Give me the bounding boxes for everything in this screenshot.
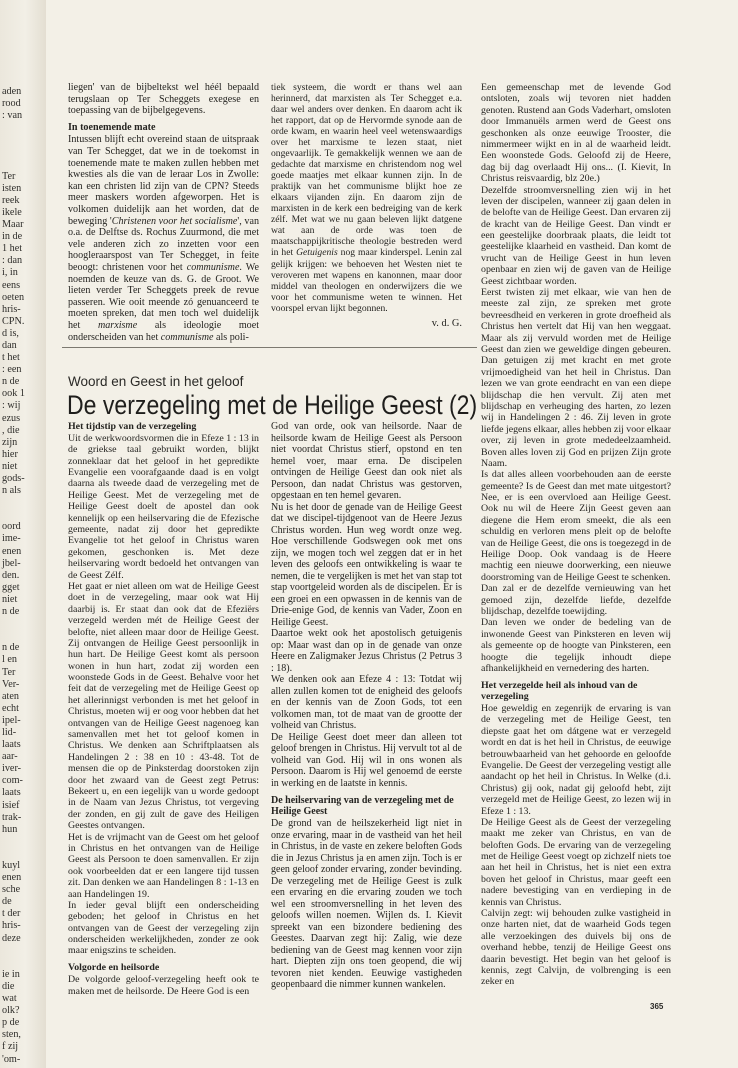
margin-fragment: oeten bbox=[2, 291, 25, 303]
italic-text-run: communisme bbox=[186, 261, 240, 273]
margin-fragment bbox=[2, 134, 44, 146]
margin-fragment: den. bbox=[2, 569, 20, 581]
margin-fragment: hris- bbox=[2, 920, 21, 932]
section-divider bbox=[62, 347, 477, 348]
margin-fragment: zijn bbox=[2, 436, 18, 448]
paragraph: Calvijn zegt: wij behouden zulke vastigheid in onze harten niet, dat de waarheid Gods tegen alle verzoekingen des duivels bij ons de overhand hebbe, tenzij de Heilige Geest ons daarin bevestigt. Het begin van het geloof is kennis, zegt Calvijn, de volbrenging is een zeker en bbox=[481, 908, 671, 988]
column-right bbox=[481, 82, 671, 1000]
margin-fragment: ezus bbox=[2, 412, 21, 424]
margin-fragment: gget bbox=[2, 581, 20, 593]
paragraph bbox=[68, 134, 259, 343]
paragraph: Is dat alles alleen voorbehouden aan de eerste gemeente? Is de Geest dan met mate uitgestort? Nee, er is een overvloed aan Heilige Geest. Ook nu wil de Heere Zijn Geest geven aan diegene die Hem erom smeekt, die als een schuldig en verloren mens pleit op de belofte van de Heilige Geest, die ons is toegezegd in de Heilige Doop. Ook vandaag is de Heere machtig een nieuwe doorwerking, een nieuwe doorstroming van de Heilige Geest te schenken. bbox=[481, 469, 671, 583]
text-run: ', van o.a. de Delftse ds. Rochus Zuurmond, die met vele anderen zich zo inzetten voor een hoogleraarspost van Ter Schegget, in feite beoogt: christenen voor het bbox=[68, 215, 259, 273]
margin-fragment: p de bbox=[2, 1017, 20, 1029]
margin-fragment: laats bbox=[2, 787, 21, 799]
paragraph: Uit de werkwoordsvormen die in Efeze 1 : 13 in de griekse taal gebruikt worden, blijkt zonneklaar dat het geloof in het gepredikte Evangelie een voorafgaande daad is en volgt daarna als tweede daad de verzegeling met de Heilige Geest. Met de verzegeling met de Heilige Geest doelt de apostel dan ook kennelijk op een heilservaring die de Efezische gemeente, nadat zij door het gepredikte Evangelie tot het geloof in Christus waren gekomen, geschonken is. Met deze heilservaring wordt bedoeld het ontvangen van de Geest Zélf. bbox=[68, 432, 259, 581]
margin-fragment: deze bbox=[2, 932, 21, 944]
paragraph: De Heilige Geest doet meer dan alleen tot geloof brengen in Christus. Hij vervult tot al de volheid van God. Hij wil in ons wonen als Persoon. Daarom is Hij wel genoemd de eerste in werking en de laatste in kennis. bbox=[271, 731, 462, 789]
margin-fragment: Ver- bbox=[2, 678, 20, 690]
margin-fragment: lid- bbox=[2, 726, 17, 738]
margin-fragment bbox=[2, 848, 44, 860]
section-heading: De heilservaring van de verzegeling met de Heilige Geest bbox=[271, 794, 454, 817]
section-heading: Het tijdstip van de verzegeling bbox=[68, 421, 197, 432]
margin-fragment bbox=[2, 630, 44, 642]
margin-fragment bbox=[2, 122, 44, 134]
margin-fragment: com- bbox=[2, 775, 23, 787]
margin-fragment bbox=[2, 618, 44, 630]
paragraph: liegen' van de bijbeltekst wel héél bepaald terugslaan op Ter Scheggets exegese en toepassing van de bijbelgegevens. bbox=[68, 82, 259, 117]
paragraph: Het gaat er niet alleen om wat de Heilige Geest doet in de verzegeling, maar ook wat Hij daarbij is. Er staat dan ook dat de Efeziërs verzegeld werden mét de Heilige Geest der belofte, niet alleen maar door de Heilige Geest. Zij ontvangen de Heilige Geest persoonlijk in hun hart. De Heilige Geest komt als persoon wonen in hun hart, zodat zij worden een woonstede Gods in de Geest. Behalve voor het feit dat de verzegeling met de Heilige Geest op het allerinnigst verbonden is met het geloof in Christus, moeten wij er oog voor hebben dat het ontvangen van de Heilige Geest nagenoeg kan samenvallen met het tot geloof komen in Christus. We denken aan Schriftplaatsen als Handelingen 2 : 38 en 10 : 43-48. Tot de mensen die op de Pinksterdag doorstoken zijn door het zwaard van de Geest zegt Petrus: Bekeert u, en een iegelijk van u worde gedoopt in de Naam van Jezus Christus, tot vergeving der zonden, en gij zult de gave des Heiligen Geestes ontvangen. bbox=[68, 580, 259, 832]
margin-fragment: : wij bbox=[2, 400, 21, 412]
margin-fragment: rood bbox=[2, 98, 21, 110]
paragraph: We denken ook aan Efeze 4 : 13: Totdat wij allen zullen komen tot de enigheid des geloofs en der kennis van de Zoon Gods, tot een volkomen man, tot de maat van de grootte der volheid van Christus. bbox=[271, 674, 462, 731]
margin-fragment: f zij bbox=[2, 1041, 19, 1053]
margin-fragment: in de bbox=[2, 231, 23, 243]
margin-fragment: eens bbox=[2, 279, 21, 291]
page-number: 365 bbox=[650, 1002, 664, 1011]
margin-fragment: Ter bbox=[2, 170, 16, 182]
margin-fragment: echt bbox=[2, 702, 19, 714]
margin-fragment bbox=[2, 146, 44, 158]
margin-fragment: laats bbox=[2, 739, 21, 751]
margin-fragment: 'om- bbox=[2, 1053, 21, 1065]
text-run: als ideologie moet onderscheiden van het bbox=[68, 319, 259, 343]
margin-fragment: enen bbox=[2, 872, 22, 884]
margin-fragment: de bbox=[2, 896, 12, 908]
margin-fragment: Maar bbox=[2, 219, 24, 231]
margin-fragment: sten, bbox=[2, 1029, 21, 1041]
column-article-left bbox=[68, 421, 259, 1001]
margin-fragment: ikele bbox=[2, 206, 22, 218]
paragraph: De grond van de heilszekerheid ligt niet in onze ervaring, maar in de vastheid van het heil in Christus, in de vaste en zekere beloften Gods die in Jezus Christus ja en amen zijn. Toch is er geen geloof zonder ervaring, zonder bevinding. De verzegeling met de Heilige Geest is zulk een ervaring en die ervaring zouden we toch wel een stroomversnelling in het leven des geloofs willen noemen. Wijlen ds. I. Kievit spreekt van een bizondere bediening des Geestes. Daarvan zegt hij: Zalig, wie deze bediening van de Geest mag kennen voor zijn hart. Diepten zijn ons toen geopend, die wij tevoren niet kenden. Eeuwige vastigheden geopenbaard die nimmer kunnen wankelen. bbox=[271, 818, 462, 990]
margin-fragment: reek bbox=[2, 194, 20, 206]
margin-fragment: n de bbox=[2, 642, 20, 654]
margin-fragment: t der bbox=[2, 908, 21, 920]
paragraph: Eerst twisten zij met elkaar, wie van hen de meeste zal zijn, ze spreken met grote bevreesdheid en verkeren in grote droefheid als Christus hen vertelt dat Hij van hen weggaat. Maar als zij vervuld worden met de Heilige Geest dan zien we geweldige dingen gebeuren. Dan getuigen zij met kracht en met grote vrijmoedigheid van het heil in Christus. Dan lezen we van grote eendracht en van een diepe blijdschap die hen vervult. Zij aten met blijdschap en verheuging des harten, zo lezen wij in Handelingen 2 : 46. Zij leven in grote liefde jegens elkaar, alles hebben zij voor elkaar over, zij leven in grote mededeelzaamheid. Boven alles loven zij God en prijzen Zijn grote Naam. bbox=[481, 287, 671, 469]
paragraph: Hoe geweldig en zegenrijk de ervaring is van de verzegeling met de Heilige Geest, ten diepste gaat het om dátgene wat er verzegeld wordt en dat is het heil in Christus, de eeuwige betrouwbaarheid van het gehoorde en geloofde Evangelie. De Geest der verzegeling vestigt alle aandacht op het heil in Christus. In Welke (d.i. Christus) gij ook, nadat gij geloofd hebt, zijt verzegeld met de Heilige Geest, zo lezen wij in Efeze 1 : 13. bbox=[481, 703, 672, 817]
text-run: als poli- bbox=[213, 331, 249, 343]
margin-fragment: ook 1 bbox=[2, 388, 25, 400]
margin-fragment: n de bbox=[2, 376, 20, 388]
paragraph: Dan leven we onder de bedeling van de inwonende Geest van Pinksteren en leven wij als gemeente op de hoogte van Pinksteren, een hoogte die tegelijk inhoudt diepe afhankelijkheid en vernedering des harten. bbox=[481, 617, 671, 674]
column-article-middle bbox=[271, 421, 462, 1001]
paragraph: De volgorde geloof-verzegeling heeft ook te maken met de heilsorde. De Heere God is een bbox=[68, 974, 259, 997]
text-run: tiek systeem, die wordt er thans wel aan herinnerd, dat marxisten als Ter Schegget e.a. daar wel anders over denken. En daarom acht ik het rapport, dat op de Hervormde synode aan de orde kwam, en waarin heel veel wetenswaardigs over het marxisme te lezen staat, niet ongevaarlijk. Te gemakkelijk wennen we aan de gedachte dat marxisme en christendom nog wel goede maatjes met elkaar kunnen zijn. In de praktijk van het communisme blijkt hoe ze elkaars vijanden zijn. En daarom zijn de marxisten in de kerk een bedreiging van de kerk zélf. Met wat we nu gaan beleven lijkt datgene wat aan de orde was toen de maatschappijkritische theologie bestreden werd in het bbox=[271, 82, 462, 259]
margin-fragment: niet bbox=[2, 593, 18, 605]
margin-fragment: gods- bbox=[2, 473, 25, 484]
margin-fragment bbox=[2, 945, 44, 957]
paragraph: Nu is het door de genade van de Heilige Geest dat we discipel-tijdgenoot van de Heere Jezus Christus worden. Hun weg wordt onze weg. Hoe verschillende Godswegen ook met ons zijn, we mogen toch wel zeggen dat er in het leven des geloofs een ontwikkeling is waar te nemen, die te vergelijken is met het van stap tot stap voortgeleid worden als de discipelen. Er is een groei en een opwassen in de kennis van de Drie-enige God, de kennis van Vader, Zoon en Heilige Geest. bbox=[271, 501, 462, 628]
margin-fragment: n de bbox=[2, 606, 20, 618]
margin-fragment: aten bbox=[2, 690, 19, 702]
italic-text-run: marxisme bbox=[97, 319, 138, 331]
margin-fragment bbox=[2, 836, 44, 848]
margin-fragment: isten bbox=[2, 182, 22, 194]
margin-fragment: CPN. bbox=[2, 315, 25, 327]
margin-fragment bbox=[2, 497, 44, 509]
margin-fragment: jbel- bbox=[2, 557, 21, 569]
italic-text-run: communisme bbox=[160, 331, 214, 343]
margin-fragment: enen bbox=[2, 545, 22, 557]
margin-fragment: aar- bbox=[2, 751, 18, 763]
paragraph: Daartoe wekt ook het apostolisch getuigenis op: Maar wast dan op in de genade van onze Heere en Zaligmaker Jezus Christus (2 Petrus 3 : 18). bbox=[271, 628, 462, 674]
margin-fragment: trak- bbox=[2, 811, 22, 823]
italic-text-run: Christenen voor het socialisme bbox=[111, 215, 238, 227]
margin-fragment: l en bbox=[2, 654, 17, 666]
paragraph: Dan zal er de dezelfde vernieuwing van het gemoed zijn, dezelfde liefde, dezelfde blijdschap, dezelfde toewijding. bbox=[481, 583, 671, 617]
column-top-middle bbox=[271, 82, 462, 314]
margin-fragment: i, in bbox=[2, 267, 18, 279]
margin-fragment: n als bbox=[2, 485, 21, 497]
margin-fragment bbox=[2, 159, 44, 171]
margin-fragment: : een bbox=[2, 364, 22, 376]
section-heading: In toenemende mate bbox=[68, 122, 156, 134]
paragraph: Een gemeenschap met de levende God ontsloten, zoals wij tevoren niet hadden genoten. Rustend aan Gods Vaderhart, omsloten door Immanuëls armen werd de Geest ons geschonken als onze eeuwige Trooster, die nimmermeer wijkt en in al de waarheid leidt. Een woonstede Gods. Geloofd zij de Heere, dag bij dag overlaadt Hij ons... (I. Kievit, In Christus reisvaardig, blz 20e.) bbox=[481, 82, 671, 185]
margin-fragment: hier bbox=[2, 448, 18, 460]
paragraph: Dezelfde stroomversnelling zien wij in het leven der discipelen, wanneer zij gaan delen in de belofte van de Heilige Geest. Dan ervaren zij de kracht van de Heilige Geest. Dan vindt er een geestelijke doorbraak plaats, die leidt tot geestelijke klaarheid en vastheid. Dan komt de vrucht van de Heilige Geest in hun leven openbaar en zien wij de gaven van de Heilige Geest zichtbaar worden. bbox=[481, 184, 672, 287]
paragraph: In ieder geval blijft een onderscheiding geboden; het geloof in Christus en het ontvangen van de Geest der verzegeling zijn onderscheiden werkelijkheden, zonder ze ook maar enigszins te scheiden. bbox=[68, 899, 259, 957]
paragraph: God van orde, ook van heilsorde. Naar de heilsorde kwam de Heilige Geest als Persoon niet voordat Christus stierf, opstond en ten hemel voer, maar erna. De discipelen ontvingen de Heilige Geest dan ook niet als Persoon, dan nadat Christus was gestorven, opgestaan en ten hemel gevaren. bbox=[271, 421, 462, 501]
margin-fragment: aden bbox=[2, 86, 22, 97]
margin-fragment: ie in bbox=[2, 968, 20, 980]
margin-fragment: sche bbox=[2, 884, 21, 896]
paragraph bbox=[271, 82, 462, 314]
column-top-left bbox=[68, 82, 259, 344]
margin-fragment: hris- bbox=[2, 303, 21, 315]
margin-fragment: d is, bbox=[2, 327, 19, 339]
margin-fragment: wat bbox=[2, 993, 17, 1005]
margin-fragment: : van bbox=[2, 110, 23, 122]
italic-text-run: Getuigenis bbox=[296, 247, 338, 259]
margin-fragment: olk? bbox=[2, 1005, 20, 1017]
paragraph: De Heilige Geest als de Geest der verzegeling maakt me zeker van Christus, en van de beloften Gods. De ervaring van de verzegeling met de Heilige Geest voegt op zichzelf niets toe aan het heil in Christus, het is niet een extra boven het geloof in Christus, maar geeft een nadere bevestiging van en verdieping in de kennis van Christus. bbox=[481, 816, 671, 908]
paragraph: Het is de vrijmacht van de Geest om het geloof in Christus en het ontvangen van de Heilige Geest als Persoon te doen samenvallen. Er zijn ook voorbeelden dat er een langere tijd tussen zit. Dan denken we aan Handelingen 8 : 1-13 en aan Handelingen 19. bbox=[68, 831, 259, 900]
margin-fragment bbox=[2, 509, 44, 521]
margin-fragment: niet bbox=[2, 460, 18, 472]
margin-fragment bbox=[2, 957, 44, 969]
margin-fragment: hun bbox=[2, 823, 18, 835]
text-run: . We noemden de keuze van ds. G. de Groot. We lieten verder Ter Scheggets preek de revue passeren. Wie ooit meende zó genuanceerd te moeten spreken, dat men toch wel duidelijk het bbox=[68, 261, 259, 331]
margin-fragment: kuyl bbox=[2, 860, 21, 871]
author-signature: v. d. G. bbox=[431, 318, 462, 329]
series-title: Woord en Geest in het geloof bbox=[68, 374, 244, 389]
margin-fragment: dan bbox=[2, 339, 17, 351]
section-heading: Het verzegelde heil als inhoud van de verzegeling bbox=[481, 679, 638, 703]
margin-fragment: isief bbox=[2, 799, 20, 811]
margin-fragment: ime- bbox=[2, 533, 21, 545]
margin-fragment: ipel- bbox=[2, 714, 21, 726]
article-title: De verzegeling met de Heilige Geest (2) bbox=[67, 390, 478, 420]
text-run: Intussen blijft echt overeind staan de uitspraak van Ter Schegget, dat we in de toekomst in toenemende mate te maken zullen hebben met kwesties als die van de leraar Los in Zwolle: kan een christen lid zijn van de CPN? Steeds meer maskers worden afgeworpen. Het is volkomen duidelijk aan het worden, dat de beweging ' bbox=[68, 134, 259, 227]
text-run: nog maar kinderspel. Lenin zal gelijk krijgen: we behoeven het Westen niet te veroveren met wapens en kanonnen, maar door middel van theologen en onderwijzers die we voor het communisme weten te winnen. Het voorspel ervan lijkt begonnen. bbox=[271, 247, 462, 314]
margin-fragment: oord bbox=[2, 521, 21, 533]
margin-fragment: 1 het bbox=[2, 243, 23, 255]
margin-fragment: die bbox=[2, 980, 15, 992]
section-heading: Volgorde en heilsorde bbox=[68, 962, 160, 974]
margin-fragment: , die bbox=[2, 424, 20, 436]
margin-fragment: iver- bbox=[2, 763, 22, 775]
margin-fragment: Ter bbox=[2, 666, 16, 678]
previous-page-text-fragments bbox=[2, 86, 44, 1065]
margin-fragment: : dan bbox=[2, 255, 23, 267]
margin-fragment: t het bbox=[2, 352, 20, 364]
